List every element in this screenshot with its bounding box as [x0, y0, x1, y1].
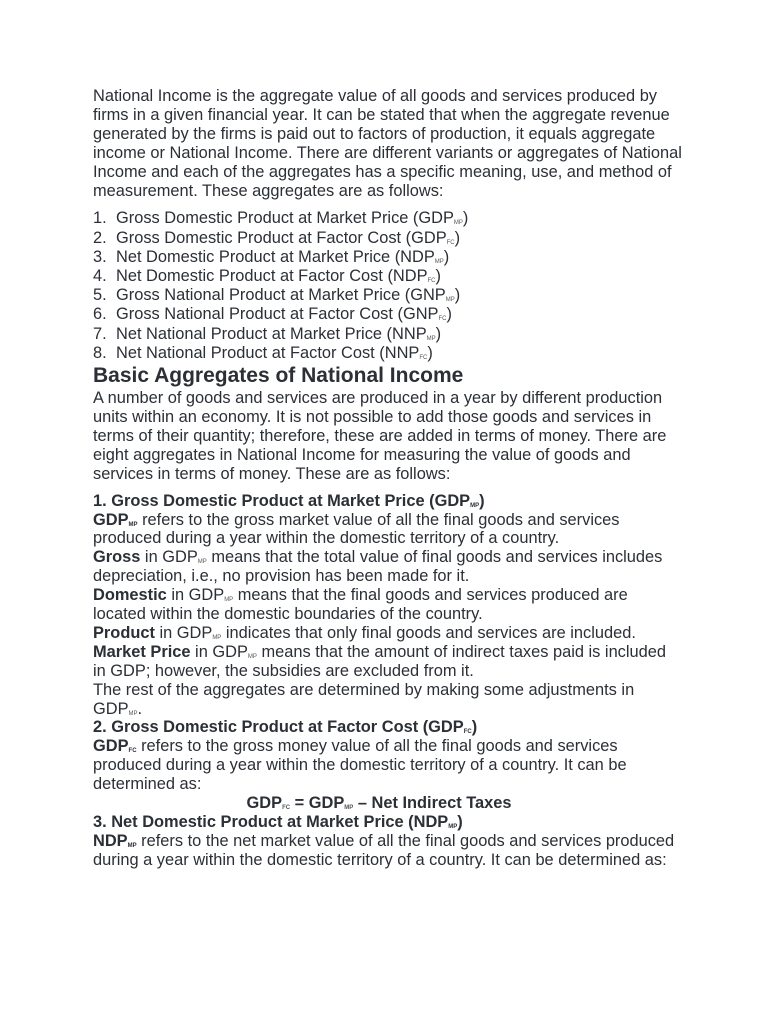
gdp-mp-definition: $GDP_{MP}$ refers to the gross market value of all the final goods and services produced during a year within the domestic territory of a country.	[93, 510, 620, 548]
ndp-mp-definition: $NDP_{MP}$ refers to the net market value of all the final goods and services produced during a year within the domestic territory of a country. It can be determined as:	[93, 831, 675, 869]
gdp-fc-formula: $GDP_{FC} = GDP_{MP}$ – Net Indirect Taxes	[246, 794, 512, 813]
domestic-explanation: Domestic in $GDP_{MP}$ means that the final goods and services produced are located within the domestic boundaries of the country.	[93, 586, 628, 624]
aggregates-list	[93, 209, 683, 363]
basic-intro-paragraph: A number of goods and services are produced in a year by different production units within an economy. It is not possible to add those goods and services in terms of their quantity; therefore, these are added in terms of money. There are eight aggregates in National Income for measuring the value of goods and services in terms of money. These are as follows:	[93, 389, 667, 483]
section-heading: Basic Aggregates of National Income	[93, 364, 464, 388]
list-item: 6. Gross National Product at Factor Cost $(GNP_{FC})$	[93, 305, 452, 324]
market-price-explanation: Market Price in $GDP_{MP}$ means that the amount of indirect taxes paid is included in GDP; however, the subsidies are excluded from it.	[93, 642, 666, 680]
list-item: 3. Net Domestic Product at Market Price $(NDP_{MP})$	[93, 247, 450, 266]
list-item: 4. Net Domestic Product at Factor Cost $(NDP_{FC})$	[93, 267, 441, 286]
gdp-fc-definition: $GDP_{FC}$ refers to the gross money value of all the final goods and services produced during a year within the domestic territory of a country. It can be determined as:	[93, 737, 627, 794]
list-item: 1. Gross Domestic Product at Market Price $(GDP_{MP})$	[93, 209, 469, 228]
intro-paragraph: National Income is the aggregate value of all goods and services produced by firms in a given financial year. It can be stated that when the aggregate revenue generated by the firms is paid out to factors of production, it equals aggregate income or National Income. There are different variants or aggregates of National Income and each of the aggregates has a specific meaning, use, and method of measurement. These aggregates are as follows:	[93, 87, 682, 200]
gross-explanation: Gross in $GDP_{MP}$ means that the total value of final goods and services includes depreciation, i.e., no provision has been made for it.	[93, 548, 663, 586]
section-2-title: 2. Gross Domestic Product at Factor Cost $(GDP_{FC})$	[93, 718, 478, 737]
section-3-title: 3. Net Domestic Product at Market Price $(NDP_{MP})$	[93, 813, 463, 831]
list-item: 2. Gross Domestic Product at Factor Cost $(GDP_{FC})$	[93, 228, 461, 247]
list-item: 8. Net National Product at Factor Cost $(NNP_{FC})$	[93, 343, 433, 362]
section-1-title: 1. Gross Domestic Product at Market Price $(GDP_{MP})$	[93, 491, 485, 510]
rest-aggregates-note: The rest of the aggregates are determined by making some adjustments in $GDP_{MP}$.	[93, 680, 635, 718]
document-page	[93, 87, 683, 870]
product-explanation: Product in $GDP_{MP}$ indicates that only final goods and services are included.	[93, 623, 636, 642]
list-item: 7. Net National Product at Market Price $(NNP_{MP})$	[93, 324, 442, 343]
list-item: 5. Gross National Product at Market Price $(GNP_{MP})$	[93, 286, 461, 305]
